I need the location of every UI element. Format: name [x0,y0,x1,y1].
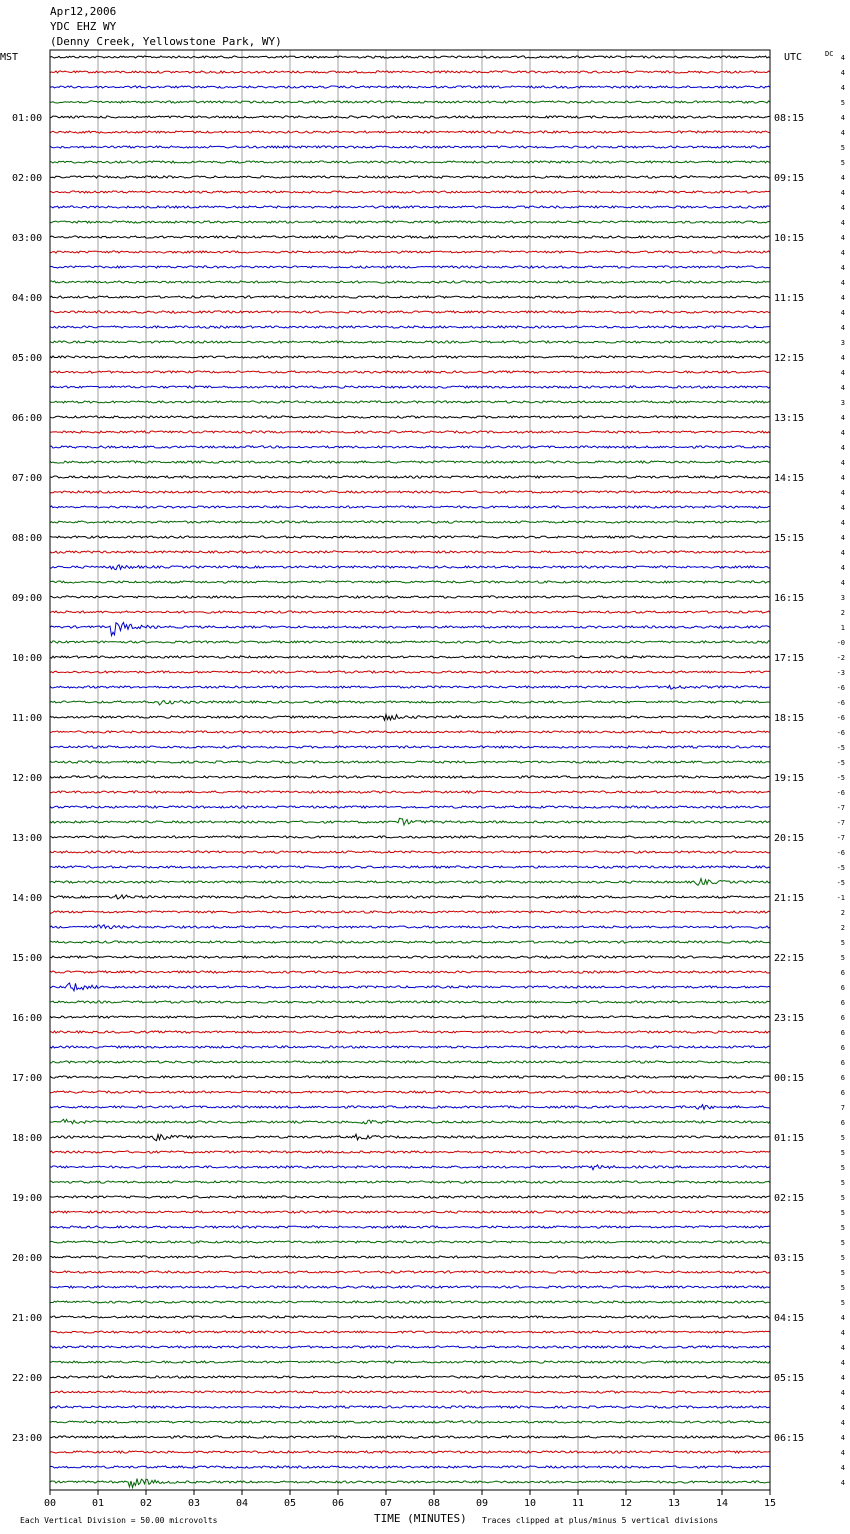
mst-hour-label: 07:00 [12,473,43,484]
dc-offset-value: 6 [840,1074,845,1082]
dc-offset-value: -5 [836,744,845,752]
trace-line [50,836,770,838]
utc-hour-label: 22:15 [774,953,805,964]
dc-offset-value: 5 [840,1209,845,1217]
trace-line [50,1016,770,1018]
trace-line [50,1196,770,1198]
trace-line [50,1391,770,1393]
dc-offset-value: 2 [840,909,845,917]
x-tick-label: 13 [667,1498,681,1509]
dc-offset-value: 6 [840,984,845,992]
dc-offset-value: -7 [836,819,845,827]
trace-line [50,326,770,328]
utc-hour-label: 09:15 [774,173,805,184]
mst-hour-label: 22:00 [12,1373,43,1384]
trace-line [50,1241,770,1243]
trace-line [50,1165,770,1170]
mst-hour-label: 19:00 [12,1193,43,1204]
trace-line [50,941,770,943]
dc-offset-value: 4 [840,459,845,467]
mst-hour-label: 09:00 [12,593,43,604]
trace-line [50,671,770,673]
trace-line [50,879,770,886]
utc-hour-label: 21:15 [774,893,805,904]
dc-offset-value: 4 [840,504,845,512]
mst-hour-label: 12:00 [12,773,43,784]
trace-line [50,1091,770,1093]
dc-offset-value: 5 [840,1224,845,1232]
utc-hour-label: 05:15 [774,1373,805,1384]
trace-line [50,1331,770,1333]
trace-line [50,281,770,283]
utc-hour-label: 10:15 [774,233,805,244]
dc-offset-value: 4 [840,204,845,212]
dc-offset-value: -6 [836,849,845,857]
trace-line [50,565,770,570]
trace-line [50,1119,770,1124]
trace-line [50,461,770,463]
dc-offset-value: -5 [836,774,845,782]
dc-offset-value: 5 [840,1134,845,1142]
dc-offset-value: 4 [840,1479,845,1487]
mst-hour-label: 16:00 [12,1013,43,1024]
dc-offset-value: -5 [836,879,845,887]
dc-offset-value: 4 [840,189,845,197]
dc-offset-value: 2 [840,609,845,617]
dc-offset-value: 4 [840,444,845,452]
dc-offset-value: 4 [840,234,845,242]
utc-hour-labels [774,113,804,1444]
trace-line [50,146,770,148]
trace-line [50,701,770,705]
dc-offset-value: 4 [840,384,845,392]
dc-offset-value: -3 [836,669,845,677]
chart-date: Apr12,2006 [50,5,117,18]
trace-line [50,776,770,778]
mst-hour-label: 05:00 [12,353,43,364]
trace-line [50,1181,770,1183]
dc-offset-value: 5 [840,1149,845,1157]
trace-line [50,206,770,208]
mst-hour-label: 03:00 [12,233,43,244]
trace-line [50,386,770,388]
dc-offset-value: 5 [840,1239,845,1247]
dc-offset-value: 4 [840,489,845,497]
dc-offset-value: 4 [840,579,845,587]
trace-line [50,1001,770,1003]
dc-offset-value: 4 [840,414,845,422]
trace-line [50,1406,770,1408]
dc-offset-value: 4 [840,1314,845,1322]
dc-offset-value: 4 [840,1404,845,1412]
trace-line [50,1286,770,1288]
mst-hour-label: 17:00 [12,1073,43,1084]
utc-hour-label: 12:15 [774,353,805,364]
x-tick-label: 10 [523,1498,537,1509]
trace-line [50,731,770,733]
dc-offset-value: 4 [840,564,845,572]
trace-line [50,806,770,808]
dc-offset-value: -0 [836,639,845,647]
trace-line [50,1421,770,1423]
trace-line [50,1031,770,1033]
mst-hour-labels [12,113,42,1444]
dc-offset-value: 5 [840,1164,845,1172]
x-axis-label: TIME (MINUTES) [374,1512,467,1525]
dc-offset-value: 4 [840,219,845,227]
trace-line [50,296,770,298]
trace-line [50,1271,770,1273]
trace-line [50,1076,770,1078]
dc-offset-value: -6 [836,684,845,692]
utc-hour-label: 15:15 [774,533,805,544]
dc-offset-value: -6 [836,699,845,707]
mst-hour-label: 13:00 [12,833,43,844]
dc-offset-value: 4 [840,519,845,527]
dc-offset-value: -7 [836,804,845,812]
trace-line [50,791,770,793]
x-tick-label: 02 [139,1498,153,1509]
dc-offset-value: 4 [840,294,845,302]
dc-offset-value: 4 [840,309,845,317]
dc-offset-value: -5 [836,864,845,872]
trace-line [50,1451,770,1453]
dc-offset-value: -1 [836,894,845,902]
dc-offset-value: 5 [840,1254,845,1262]
x-tick-label: 00 [43,1498,57,1509]
trace-line [50,596,770,598]
dc-offset-value: 4 [840,429,845,437]
mst-hour-label: 08:00 [12,533,43,544]
dc-offset-value: 6 [840,1014,845,1022]
trace-line [50,236,770,238]
trace-line [50,491,770,493]
station-code: YDC EHZ WY [50,20,117,33]
mst-hour-label: 14:00 [12,893,43,904]
dc-offset-labels [837,54,845,1487]
dc-offset-value: 4 [840,354,845,362]
utc-hour-label: 03:15 [774,1253,805,1264]
x-tick-label: 12 [619,1498,633,1509]
trace-line [50,656,770,658]
trace-line [50,818,770,825]
trace-line [50,1376,770,1378]
trace-line [50,266,770,268]
mst-hour-label: 18:00 [12,1133,43,1144]
utc-hour-label: 04:15 [774,1313,805,1324]
mst-hour-label: 23:00 [12,1433,43,1444]
trace-line [50,221,770,223]
dc-offset-value: 4 [840,249,845,257]
trace-line [50,1105,770,1110]
mst-hour-label: 20:00 [12,1253,43,1264]
x-axis-ticks [44,1490,776,1509]
dc-offset-value: 4 [840,324,845,332]
dc-offset-value: 5 [840,99,845,107]
trace-line [50,161,770,163]
trace-line [50,1361,770,1363]
trace-line [50,746,770,748]
trace-line [50,1061,770,1063]
x-tick-label: 03 [187,1498,201,1509]
dc-offset-value: 4 [840,129,845,137]
dc-offset-value: 6 [840,1029,845,1037]
dc-offset-value: 1 [840,624,845,632]
trace-line [50,911,770,913]
mst-hour-label: 10:00 [12,653,43,664]
dc-offset-value: 4 [840,1359,845,1367]
x-tick-label: 15 [763,1498,777,1509]
dc-offset-value: 4 [840,1329,845,1337]
dc-offset-value: 5 [840,1179,845,1187]
dc-offset-value: 6 [840,999,845,1007]
utc-hour-label: 02:15 [774,1193,805,1204]
dc-offset-value: 6 [840,969,845,977]
utc-axis-label: UTC [784,52,803,63]
utc-hour-label: 17:15 [774,653,805,664]
dc-offset-value: 7 [840,1104,845,1112]
clipping-note: Traces clipped at plus/minus 5 vertical divisions [482,1516,719,1525]
trace-line [50,956,770,958]
trace-line [50,56,770,58]
x-tick-label: 04 [235,1498,249,1509]
utc-hour-label: 19:15 [774,773,805,784]
dc-offset-value: 4 [840,54,845,62]
trace-line [50,622,770,635]
dc-axis-label: DC [825,50,834,58]
trace-line [50,1256,770,1258]
trace-line [50,176,770,178]
x-tick-label: 06 [331,1498,345,1509]
trace-line [50,1211,770,1213]
trace-line [50,521,770,523]
mst-hour-label: 04:00 [12,293,43,304]
mst-hour-label: 02:00 [12,173,43,184]
utc-hour-label: 08:15 [774,113,805,124]
trace-line [50,851,770,853]
dc-offset-value: 4 [840,1419,845,1427]
dc-offset-value: 4 [840,279,845,287]
trace-line [50,311,770,313]
dc-offset-value: -5 [836,759,845,767]
trace-line [50,1466,770,1468]
utc-hour-label: 14:15 [774,473,805,484]
dc-offset-value: 4 [840,84,845,92]
dc-offset-value: 3 [840,339,845,347]
dc-offset-value: -2 [836,654,845,662]
station-location: (Denny Creek, Yellowstone Park, WY) [50,35,282,48]
utc-hour-label: 00:15 [774,1073,805,1084]
trace-line [50,401,770,403]
trace-line [50,191,770,193]
dc-offset-value: 4 [840,1389,845,1397]
dc-offset-value: 5 [840,144,845,152]
trace-line [50,251,770,253]
trace-line [50,1316,770,1318]
dc-offset-value: -6 [836,714,845,722]
dc-offset-value: 4 [840,474,845,482]
x-tick-label: 14 [715,1498,729,1509]
trace-line [50,86,770,88]
dc-offset-value: 4 [840,549,845,557]
dc-offset-value: 4 [840,114,845,122]
trace-line [50,866,770,868]
trace-line [50,1151,770,1153]
dc-offset-value: -7 [836,834,845,842]
trace-line [50,1046,770,1048]
dc-offset-value: 5 [840,1194,845,1202]
dc-offset-value: -6 [836,789,845,797]
dc-offset-value: 4 [840,174,845,182]
x-tick-label: 01 [91,1498,105,1509]
dc-offset-value: 4 [840,1434,845,1442]
dc-offset-value: 2 [840,924,845,932]
dc-offset-value: 4 [840,369,845,377]
trace-line [50,895,770,899]
trace-line [50,71,770,73]
dc-offset-value: 5 [840,159,845,167]
trace-line [50,761,770,763]
dc-offset-value: 5 [840,1299,845,1307]
dc-offset-value: 6 [840,1059,845,1067]
utc-hour-label: 06:15 [774,1433,805,1444]
trace-line [50,1479,770,1488]
trace-line [50,1301,770,1303]
trace-line [50,971,770,973]
dc-offset-value: 4 [840,1449,845,1457]
trace-line [50,116,770,118]
mst-hour-label: 21:00 [12,1313,43,1324]
dc-offset-value: 6 [840,1119,845,1127]
trace-line [50,641,770,643]
dc-offset-value: -6 [836,729,845,737]
trace-line [50,1226,770,1228]
x-tick-label: 11 [571,1498,585,1509]
x-tick-label: 05 [283,1498,297,1509]
dc-offset-value: 4 [840,1344,845,1352]
trace-line [50,1436,770,1438]
utc-hour-label: 01:15 [774,1133,805,1144]
scale-note: Each Vertical Division = 50.00 microvolts [20,1516,218,1525]
dc-offset-value: 5 [840,939,845,947]
trace-line [50,714,770,720]
trace-line [50,446,770,448]
dc-offset-value: 6 [840,1089,845,1097]
mst-axis-label: MST [0,52,19,63]
utc-hour-label: 11:15 [774,293,805,304]
trace-line [50,476,770,478]
x-tick-label: 09 [475,1498,489,1509]
trace-line [50,101,770,103]
trace-line [50,685,770,689]
trace-line [50,131,770,133]
dc-offset-value: 6 [840,1044,845,1052]
dc-offset-value: 4 [840,69,845,77]
dc-offset-value: 4 [840,1464,845,1472]
dc-offset-value: 4 [840,1374,845,1382]
trace-line [50,551,770,553]
dc-offset-value: 4 [840,534,845,542]
seismic-traces [50,56,770,1488]
dc-offset-value: 3 [840,399,845,407]
trace-line [50,371,770,373]
utc-hour-label: 13:15 [774,413,805,424]
trace-line [50,1134,770,1140]
x-tick-label: 07 [379,1498,393,1509]
utc-hour-label: 20:15 [774,833,805,844]
trace-line [50,1346,770,1348]
trace-line [50,925,770,929]
mst-hour-label: 11:00 [12,713,43,724]
mst-hour-label: 15:00 [12,953,43,964]
utc-hour-label: 18:15 [774,713,805,724]
dc-offset-value: 5 [840,1284,845,1292]
dc-offset-value: 4 [840,264,845,272]
mst-hour-label: 06:00 [12,413,43,424]
trace-line [50,983,770,991]
x-tick-label: 08 [427,1498,441,1509]
dc-offset-value: 3 [840,594,845,602]
trace-line [50,581,770,583]
trace-line [50,416,770,418]
trace-line [50,341,770,343]
utc-hour-label: 23:15 [774,1013,805,1024]
dc-offset-value: 5 [840,1269,845,1277]
trace-line [50,536,770,538]
trace-line [50,506,770,508]
trace-line [50,431,770,433]
dc-offset-value: 5 [840,954,845,962]
utc-hour-label: 16:15 [774,593,805,604]
trace-line [50,611,770,613]
trace-line [50,356,770,358]
mst-hour-label: 01:00 [12,113,43,124]
